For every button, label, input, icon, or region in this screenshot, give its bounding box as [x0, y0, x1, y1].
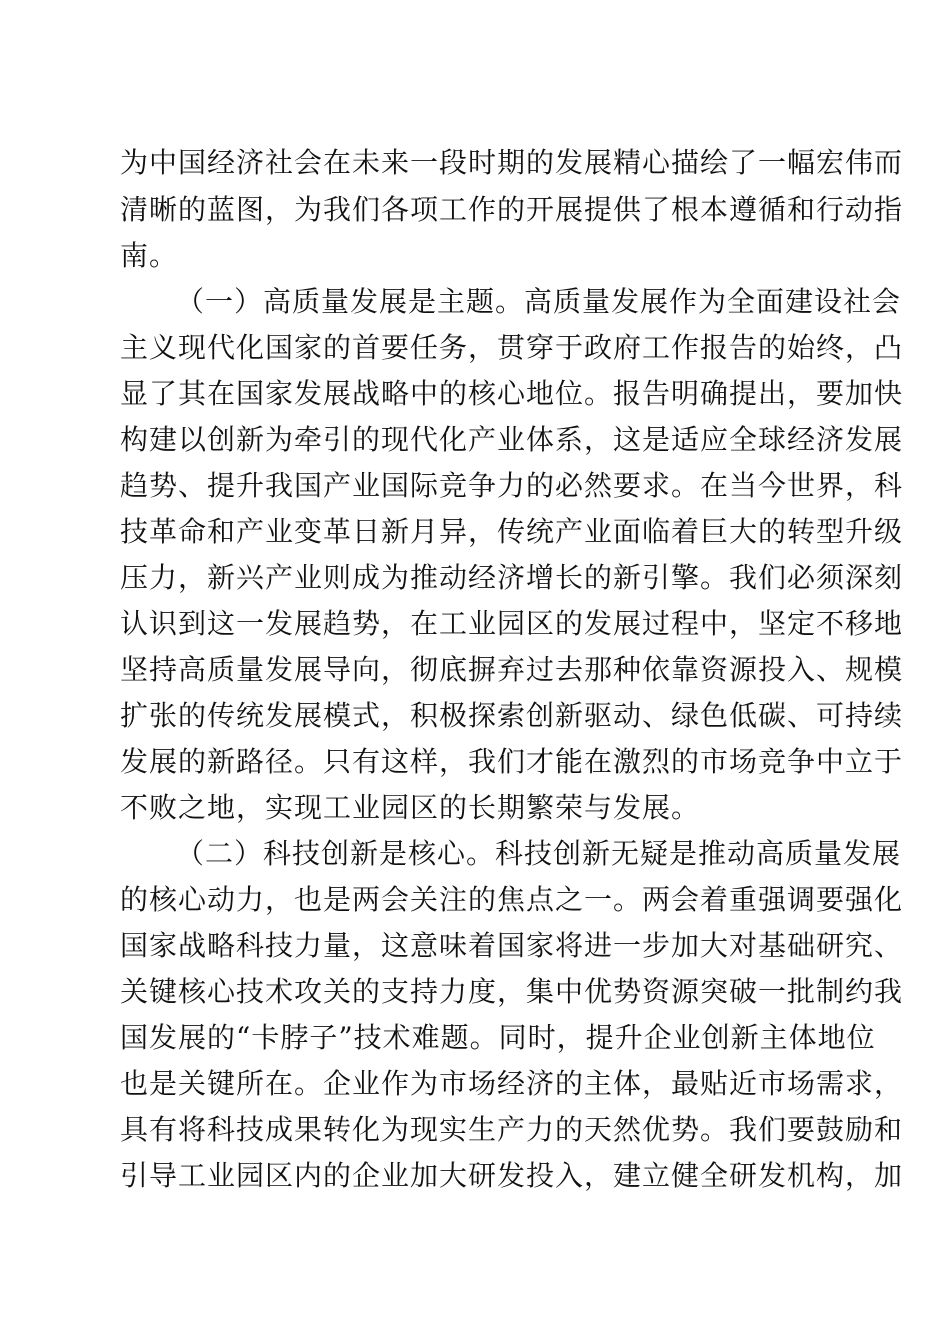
text-line: 南。	[120, 239, 179, 272]
text-line: 具有将科技成果转化为现实生产力的天然优势。我们要鼓励和	[120, 1113, 904, 1146]
text-line: 也是关键所在。企业作为市场经济的主体，最贴近市场需求，	[120, 1067, 904, 1100]
text-line: 国发展的“卡脖子”技术难题。同时，提升企业创新主体地位	[120, 1021, 876, 1054]
text-line: 的核心动力，也是两会关注的焦点之一。两会着重强调要强化	[120, 883, 904, 916]
section-heading-line: （一）高质量发展是主题。高质量发展作为全面建设社会	[176, 285, 902, 318]
text-line: 关键核心技术攻关的支持力度，集中优势资源突破一批制约我	[120, 975, 904, 1008]
text-line: 认识到这一发展趋势，在工业园区的发展过程中，坚定不移地	[120, 607, 904, 640]
text-line: 发展的新路径。只有这样，我们才能在激烈的市场竞争中立于	[120, 745, 904, 778]
text-line: 坚持高质量发展导向，彻底摒弃过去那种依靠资源投入、规模	[120, 653, 904, 686]
section-heading-line: （二）科技创新是核心。科技创新无疑是推动高质量发展	[176, 837, 902, 870]
text-line: 技革命和产业变革日新月异，传统产业面临着巨大的转型升级	[120, 515, 904, 548]
text-line: 国家战略科技力量，这意味着国家将进一步加大对基础研究、	[120, 929, 904, 962]
text-line: 构建以创新为牵引的现代化产业体系，这是适应全球经济发展	[120, 423, 904, 456]
text-line: 清晰的蓝图，为我们各项工作的开展提供了根本遵循和行动指	[120, 193, 904, 226]
text-line: 引导工业园区内的企业加大研发投入，建立健全研发机构，加	[120, 1159, 904, 1192]
text-line: 显了其在国家发展战略中的核心地位。报告明确提出，要加快	[120, 377, 904, 410]
text-line: 不败之地，实现工业园区的长期繁荣与发展。	[120, 791, 701, 824]
text-line: 扩张的传统发展模式，积极探索创新驱动、绿色低碳、可持续	[120, 699, 904, 732]
text-line: 压力，新兴产业则成为推动经济增长的新引擎。我们必须深刻	[120, 561, 904, 594]
text-line: 主义现代化国家的首要任务，贯穿于政府工作报告的始终，凸	[120, 331, 904, 364]
text-line: 为中国经济社会在未来一段时期的发展精心描绘了一幅宏伟而	[120, 146, 904, 179]
text-line: 趋势、提升我国产业国际竞争力的必然要求。在当今世界，科	[120, 469, 904, 502]
